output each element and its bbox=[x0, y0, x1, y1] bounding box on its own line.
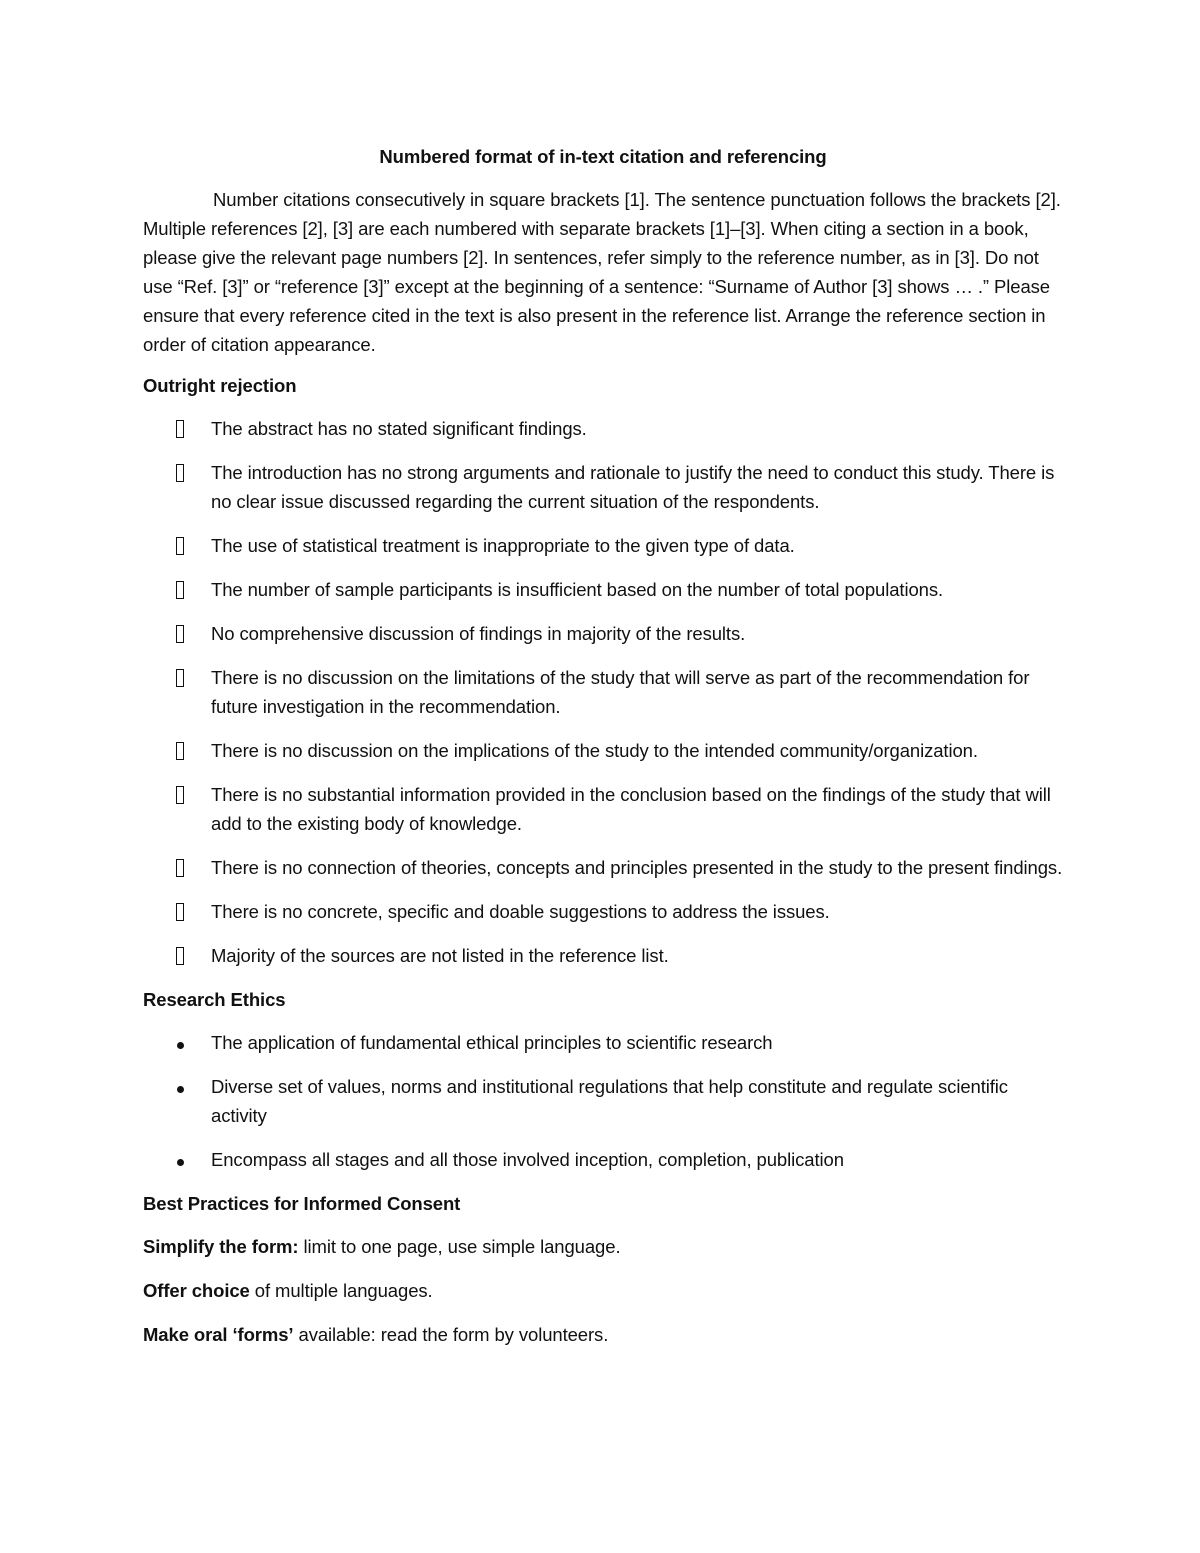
informed-consent-heading: Best Practices for Informed Consent bbox=[143, 1193, 461, 1214]
list-item-text: Diverse set of values, norms and institutional regulations that help constitute and regulate scientific activity bbox=[211, 1076, 1008, 1126]
list-item bbox=[143, 897, 1063, 926]
list-item-text: There is no concrete, specific and doable suggestions to address the issues. bbox=[211, 901, 830, 922]
box-bullet-icon bbox=[173, 897, 187, 929]
list-item bbox=[143, 458, 1063, 516]
list-item bbox=[143, 736, 1063, 765]
offer-choice-label: Offer choice bbox=[143, 1280, 250, 1301]
list-item bbox=[143, 1072, 1063, 1130]
list-item bbox=[143, 853, 1063, 882]
box-bullet-icon bbox=[173, 531, 187, 563]
list-item bbox=[143, 414, 1063, 443]
list-item bbox=[143, 619, 1063, 648]
simplify-form-label: Simplify the form: bbox=[143, 1236, 299, 1257]
round-bullet-icon bbox=[173, 1145, 187, 1174]
box-bullet-icon bbox=[173, 575, 187, 607]
list-item-text: The abstract has no stated significant findings. bbox=[211, 418, 587, 439]
offer-choice-paragraph bbox=[143, 1276, 1063, 1305]
document-title: Numbered format of in-text citation and referencing bbox=[379, 146, 827, 167]
outright-rejection-list bbox=[143, 414, 1063, 970]
list-item bbox=[143, 531, 1063, 560]
list-item-text: The introduction has no strong arguments and rationale to justify the need to conduct this study. There is no clear issue discussed regarding the current situation of the respondents. bbox=[211, 462, 1055, 512]
box-bullet-icon bbox=[173, 458, 187, 490]
list-item bbox=[143, 1028, 1063, 1057]
list-item-text: Encompass all stages and all those involved inception, completion, publication bbox=[211, 1149, 844, 1170]
list-item-text: There is no discussion on the implications of the study to the intended community/organization. bbox=[211, 740, 978, 761]
list-item bbox=[143, 1145, 1063, 1174]
oral-forms-paragraph bbox=[143, 1320, 1063, 1349]
oral-forms-label: Make oral ‘forms’ bbox=[143, 1324, 294, 1345]
round-bullet-icon bbox=[173, 1028, 187, 1057]
list-item-text: The use of statistical treatment is inappropriate to the given type of data. bbox=[211, 535, 795, 556]
list-item-text: Majority of the sources are not listed in the reference list. bbox=[211, 945, 669, 966]
box-bullet-icon bbox=[173, 619, 187, 651]
oral-forms-text: available: read the form by volunteers. bbox=[293, 1324, 609, 1345]
research-ethics-heading: Research Ethics bbox=[143, 989, 286, 1010]
list-item-text: The number of sample participants is insufficient based on the number of total populations. bbox=[211, 579, 944, 600]
round-bullet-icon bbox=[173, 1072, 187, 1101]
box-bullet-icon bbox=[173, 780, 187, 812]
intro-paragraph: Number citations consecutively in square brackets [1]. The sentence punctuation follows the brackets [2]. Multiple references [2], [3] are each numbered with separate brackets [1]–[3]. When citing a section in a book, please give the relevant page numbers [2]. In sentences, refer simply to the reference number, as in [3]. Do not use “Ref. [3]” or “reference [3]” except at the beginning of a sentence: “Surname of Author [3] shows … .” Please ensure that every reference cited in the text is also present in the reference list. Arrange the reference section in order of citation appearance. bbox=[143, 189, 1061, 355]
box-bullet-icon bbox=[173, 941, 187, 973]
research-ethics-list bbox=[143, 1028, 1063, 1174]
list-item bbox=[143, 663, 1063, 721]
box-bullet-icon bbox=[173, 414, 187, 446]
list-item-text: No comprehensive discussion of findings in majority of the results. bbox=[211, 623, 746, 644]
list-item-text: The application of fundamental ethical principles to scientific research bbox=[211, 1032, 773, 1053]
list-item bbox=[143, 575, 1063, 604]
simplify-form-text: limit to one page, use simple language. bbox=[298, 1236, 621, 1257]
list-item bbox=[143, 941, 1063, 970]
box-bullet-icon bbox=[173, 853, 187, 885]
outright-rejection-heading: Outright rejection bbox=[143, 375, 297, 396]
box-bullet-icon bbox=[173, 736, 187, 768]
box-bullet-icon bbox=[173, 663, 187, 695]
simplify-form-paragraph bbox=[143, 1232, 1063, 1261]
list-item-text: There is no discussion on the limitations of the study that will serve as part of the recommendation for future investigation in the recommendation. bbox=[211, 667, 1030, 717]
list-item bbox=[143, 780, 1063, 838]
offer-choice-text: of multiple languages. bbox=[249, 1280, 433, 1301]
list-item-text: There is no connection of theories, concepts and principles presented in the study to the present findings. bbox=[211, 857, 1063, 878]
list-item-text: There is no substantial information provided in the conclusion based on the findings of the study that will add to the existing body of knowledge. bbox=[211, 784, 1051, 834]
document-page bbox=[143, 142, 1063, 1364]
